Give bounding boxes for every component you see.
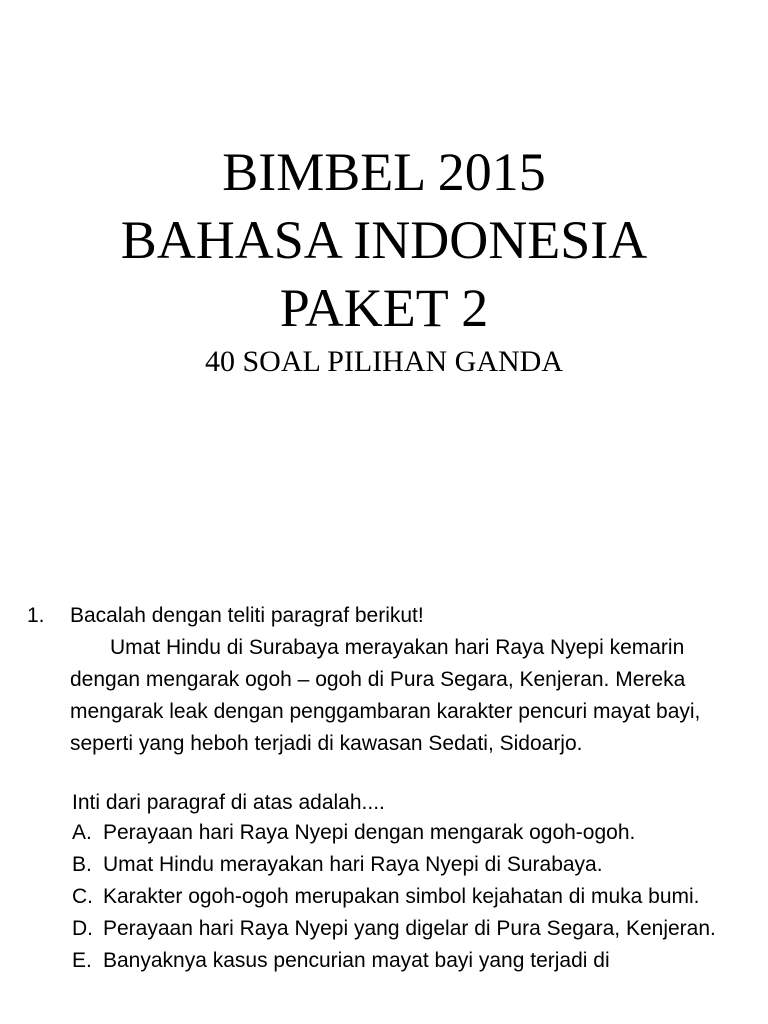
reading-passage: Umat Hindu di Surabaya merayakan hari Raya Nyepi kemarin dengan mengarak ogoh – ogoh di Pura Segara, Kenjeran. Mereka mengarak leak dengan penggambaran karakter pencuri mayat bayi, seperti yang heboh terjadi di kawasan Sedati, Sidoarjo. — [70, 636, 701, 755]
option-text: Perayaan hari Raya Nyepi yang digelar di Pura Segara, Kenjeran. — [103, 917, 716, 940]
subtitle: 40 SOAL PILIHAN GANDA — [204, 345, 564, 378]
option-text: Umat Hindu merayakan hari Raya Nyepi di Surabaya. — [103, 853, 603, 876]
question-instruction: Bacalah dengan teliti paragraf berikut! — [70, 604, 424, 627]
option-a[interactable] — [72, 817, 732, 849]
option-c[interactable] — [72, 881, 732, 913]
option-text: Banyaknya kasus pencurian mayat bayi yang terjadi di — [103, 949, 610, 972]
answer-options — [72, 817, 732, 977]
option-text: Perayaan hari Raya Nyepi dengan mengarak ogoh-ogoh. — [103, 821, 636, 844]
title-line-3: PAKET 2 — [279, 278, 489, 338]
title-line-2: BAHASA INDONESIA — [120, 210, 648, 270]
option-letter: B. — [72, 853, 92, 876]
option-letter: C. — [72, 885, 93, 908]
option-letter: A. — [72, 821, 92, 844]
option-letter: E. — [72, 949, 92, 972]
option-e[interactable] — [72, 945, 732, 977]
option-text: Karakter ogoh-ogoh merupakan simbol kejahatan di muka bumi. — [103, 885, 700, 908]
option-d[interactable] — [72, 913, 732, 945]
title-line-1: BIMBEL 2015 — [222, 142, 546, 202]
option-letter: D. — [72, 917, 93, 940]
question-number: 1. — [27, 604, 45, 627]
title-block — [0, 138, 768, 382]
question-prompt: Inti dari paragraf di atas adalah.... — [72, 791, 385, 814]
option-b[interactable] — [72, 849, 732, 881]
